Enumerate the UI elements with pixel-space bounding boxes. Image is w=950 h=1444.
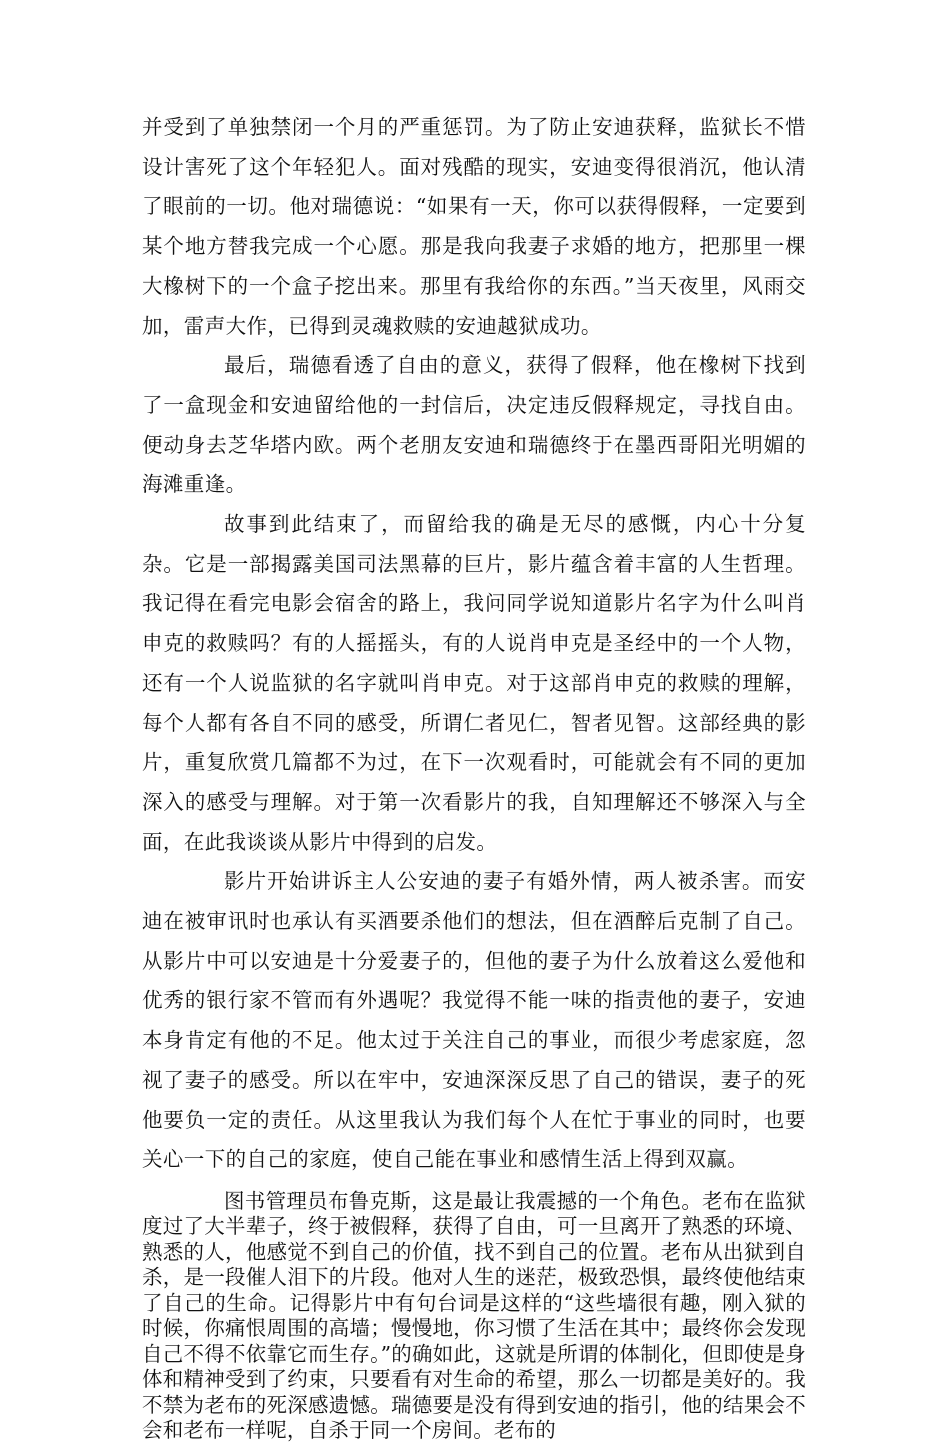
paragraph-3: 故事到此结束了，而留给我的确是无尽的感慨，内心十分复杂。它是一部揭露美国司法黑幕的巨片，影片蕴含着丰富的人生哲理。我记得在看完电影会宿舍的路上，我问同学说知道影片名字为什么叫肖申克的救赎吗？有的人摇摇头，有的人说肖申克是圣经中的一个人物，还有一个人说监狱的名字就叫肖申克。对于这部肖申克的救赎的理解，每个人都有各自不同的感受，所谓仁者见仁，智者见智。这部经典的影片，重复欣赏几篇都不为过，在下一次观看时，可能就会有不同的更加深入的感受与理解。对于第一次看影片的我，自知理解还不够深入与全面，在此我谈谈从影片中得到的启发。	[142, 512, 806, 854]
document-body	[142, 108, 806, 1444]
paragraph-4: 影片开始讲诉主人公安迪的妻子有婚外情，两人被杀害。而安迪在被审讯时也承认有买酒要杀他们的想法，但在酒醉后克制了自己。从影片中可以安迪是十分爱妻子的，但他的妻子为什么放着这么爱他和优秀的银行家不管而有外遇呢？我觉得不能一味的指责他的妻子，安迪本身肯定有他的不足。他太过于关注自己的事业，而很少考虑家庭，忽视了妻子的感受。所以在牢中，安迪深深反思了自己的错误，妻子的死他要负一定的责任。从这里我认为我们每个人在忙于事业的同时，也要关心一下的自己的家庭，使自己能在事业和感情生活上得到双赢。	[142, 869, 806, 1172]
paragraph-2: 最后，瑞德看透了自由的意义，获得了假释，他在橡树下找到了一盒现金和安迪留给他的一封信后，决定违反假释规定，寻找自由。便动身去芝华塔内欧。两个老朋友安迪和瑞德终于在墨西哥阳光明媚的海滩重逢。	[142, 353, 806, 497]
paragraph-1: 并受到了单独禁闭一个月的严重惩罚。为了防止安迪获释，监狱长不惜设计害死了这个年轻犯人。面对残酷的现实，安迪变得很消沉，他认清了眼前的一切。他对瑞德说：“如果有一天，你可以获得假释，一定要到某个地方替我完成一个心愿。那是我向我妻子求婚的地方，把那里一棵大橡树下的一个盒子挖出来。那里有我给你的东西。”当天夜里，风雨交加，雷声大作，已得到灵魂救赎的安迪越狱成功。	[142, 115, 806, 338]
paragraph-5: 图书管理员布鲁克斯，这是最让我震撼的一个角色。老布在监狱度过了大半辈子，终于被假释，获得了自由，可一旦离开了熟悉的环境、熟悉的人，他感觉不到自己的价值，找不到自己的位置。老布从出狱到自杀，是一段催人泪下的片段。他对人生的迷茫，极致恐惧，最终使他结束了自己的生命。记得影片中有句台词是这样的“这些墙很有趣，刚入狱的时候，你痛恨周围的高墙；慢慢地，你习惯了生活在其中；最终你会发现自己不得不依靠它而生存。”的确如此，这就是所谓的体制化，但即使是身体和精神受到了约束，只要看有对生命的希望，那么一切都是美好的。我不禁为老布的死深感遗憾。瑞德要是没有得到安迪的指引，他的结果会不会和老布一样呢，自杀于同一个房间。老布的	[142, 1188, 806, 1443]
